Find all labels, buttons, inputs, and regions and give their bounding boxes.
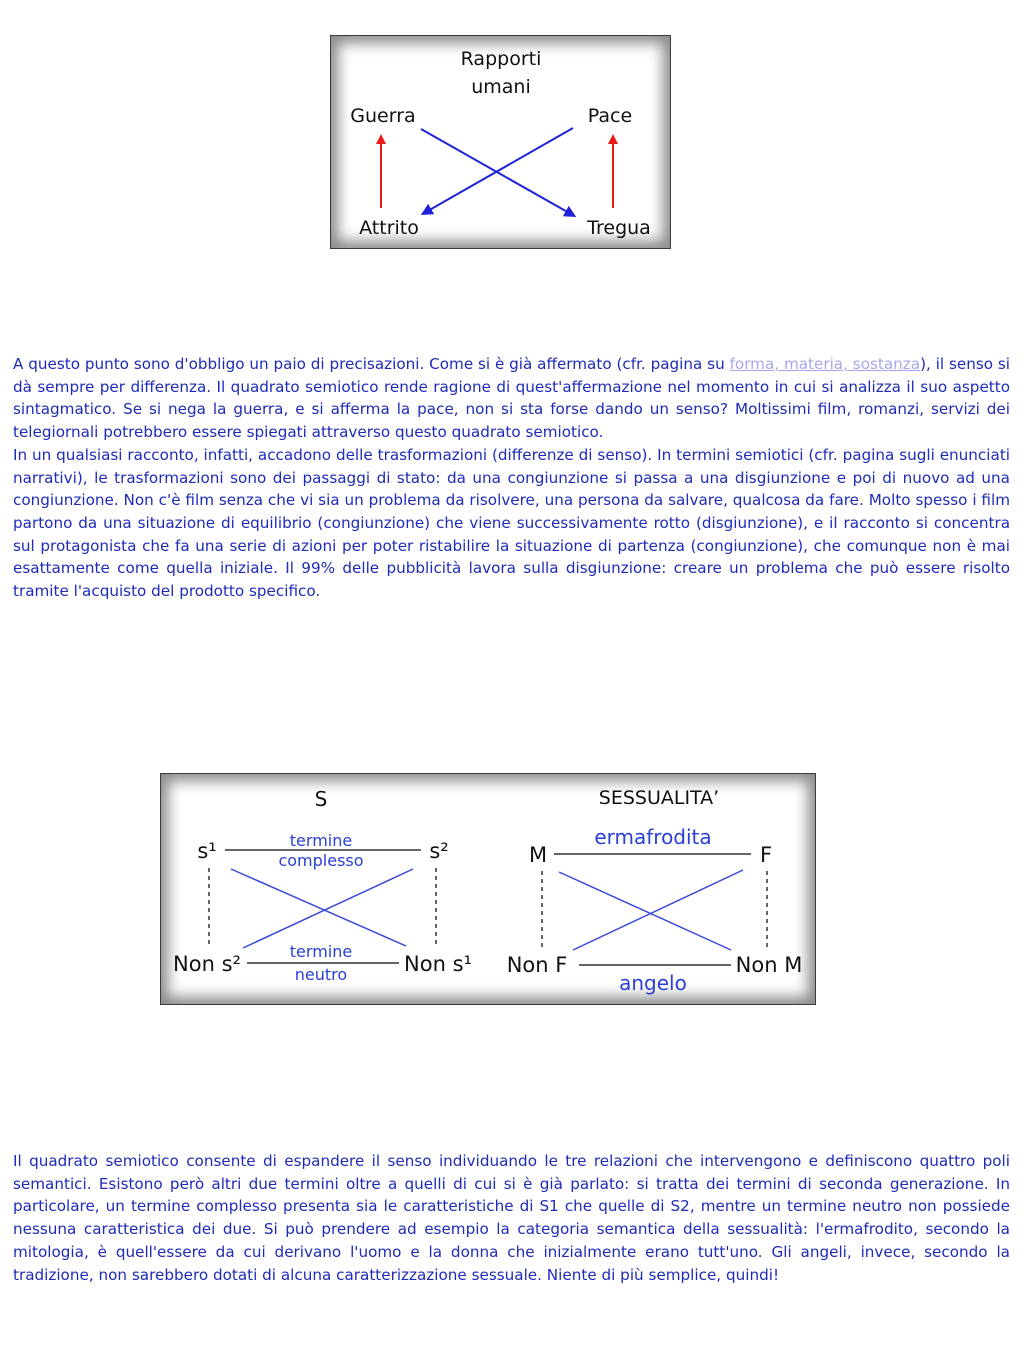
paragraph1-text-after-link: ), il senso si dà sempre per differenza. Il quadrato semiotico rende ragione di quest'affermazione nel momento in cui si analizza il suo aspetto sintagmatico. Se si nega la guerra, e si afferma la pace, non si sta forse dando un senso? Moltissimi film, romanzi, servizi dei telegiornali potrebbero essere spiegati attraverso questo quadrato semiotico. xyxy=(13,355,1011,442)
label-attrito: Attrito xyxy=(359,217,419,239)
label-non-m: Non M xyxy=(735,953,803,977)
label-ermafrodita: ermafrodita xyxy=(594,825,712,849)
label-angelo: angelo xyxy=(619,971,687,995)
figure-quadrato-semiotico xyxy=(160,773,816,1005)
paragraph1-second-part: In un qualsiasi racconto, infatti, accadono delle trasformazioni (differenze di senso). In termini semiotici (cfr. pagina sugli enunciati narrativi), le trasformazioni sono dei passaggi di stato: da una congiunzione si passa a una disgiunzione e poi di nuovo ad una congiunzione. Non c'è film senza che vi sia un problema da risolvere, una persona da salvare, qualcosa da fare. Molto spesso i film partono da una situazione di equilibrio (congiunzione) che viene successivamente rotto (disgiunzione), e il racconto si concentra sul protagonista che fa una serie di azioni per poter ristabilire la situazione di partenza (congiunzione), che comunque non è mai esattamente come quella iniziale. Il 99% delle pubblicità lavora sulla disgiunzione: creare un problema che può essere risolto tramite l'acquisto del prodotto specifico. xyxy=(13,445,1010,601)
paragraph-quadrato-semiotico: Il quadrato semiotico consente di espandere il senso individuando le tre relazioni che intervengono e definiscono quattro poli semantici. Esistono però altri due termini oltre a quelli di cui si è già parlato: si tratta dei termini di seconda generazione. In particolare, un termine complesso presenta sia le caratteristiche di S1 che quelle di S2, mentre un termine neutro non possiede nessuna caratteristica dei due. Si può prendere ad esempio la categoria semantica della sessualità: l'ermafrodito, secondo la mitologia, è quell'essere da cui derivano l'uomo e la donna che inizialmente erano tutt'uno. Gli angeli, invece, secondo la tradizione, non sarebbero dotati di alcuna caratterizzazione sessuale. Niente di più semplice, quindi! xyxy=(13,1152,1010,1284)
title-line-1: Rapporti xyxy=(460,48,542,70)
label-s2: s² xyxy=(429,839,449,863)
label-termine-neutro-2: neutro xyxy=(294,965,348,984)
cross-line-left-2 xyxy=(243,869,413,948)
quadrato-semiotico-diagram xyxy=(161,774,817,1006)
label-termine-complesso-2: complesso xyxy=(278,851,364,870)
label-non-s2: Non s² xyxy=(173,952,241,976)
cross-line-right-2 xyxy=(573,870,743,950)
left-title: S xyxy=(314,787,328,811)
label-f: F xyxy=(759,843,773,867)
cross-line-left-1 xyxy=(231,869,406,946)
paragraph1-text-before-link: A questo punto sono d'obbligo un paio di precisazioni. Come si è già affermato (cfr. pagina su xyxy=(13,355,730,373)
figure-rapporti-umani xyxy=(330,35,671,249)
label-non-s1: Non s¹ xyxy=(404,952,472,976)
label-s1: s¹ xyxy=(197,839,217,863)
label-m: M xyxy=(528,843,548,867)
arrow-pace-attrito xyxy=(426,128,573,212)
label-termine-neutro-1: termine xyxy=(289,942,353,961)
cross-line-right-1 xyxy=(559,872,731,950)
paragraph-trasformazioni xyxy=(13,353,1010,603)
label-termine-complesso-1: termine xyxy=(289,831,353,850)
title-line-2: umani xyxy=(471,76,531,98)
link-forma-materia-sostanza[interactable]: forma, materia, sostanza xyxy=(729,355,921,373)
label-tregua: Tregua xyxy=(587,217,651,239)
rapporti-umani-diagram xyxy=(331,36,672,250)
label-pace: Pace xyxy=(587,105,633,127)
label-non-f: Non F xyxy=(506,953,568,977)
label-guerra: Guerra xyxy=(350,105,416,127)
right-title: SESSUALITA’ xyxy=(598,787,720,809)
